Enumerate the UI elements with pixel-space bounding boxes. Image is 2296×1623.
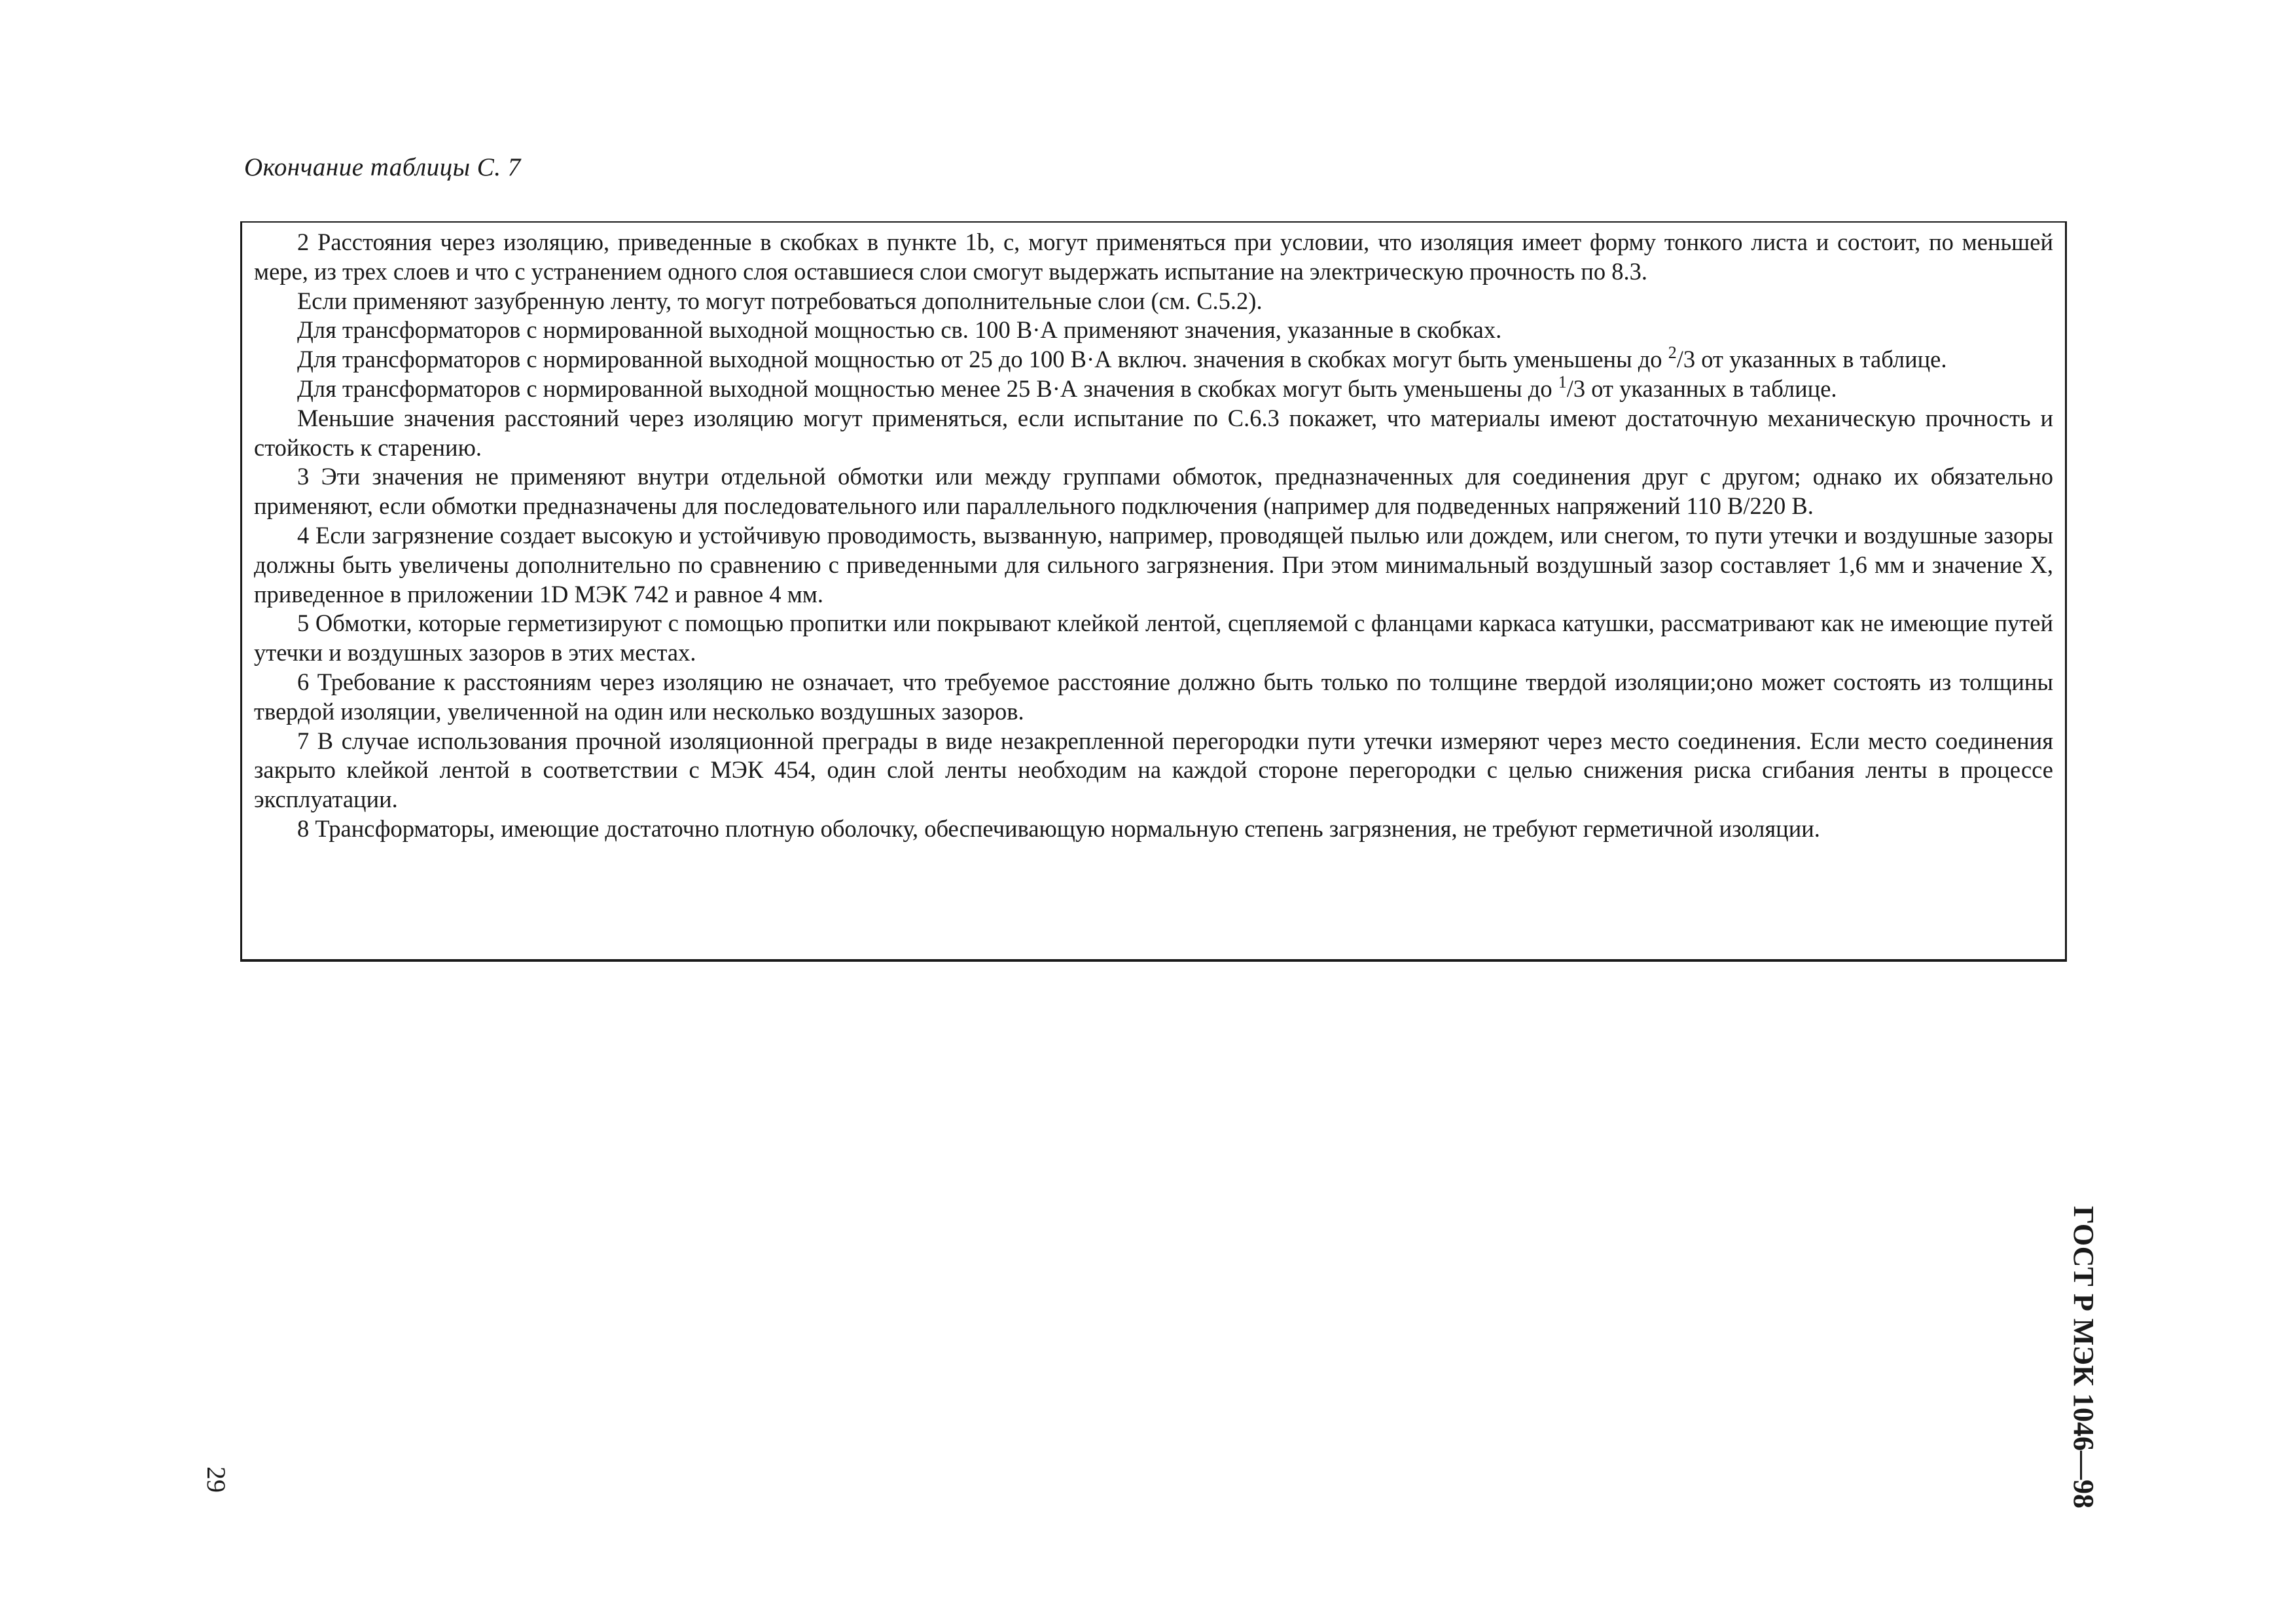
running-head-standard-designation: ГОСТ Р МЭК 1046—98 <box>2068 1206 2100 1508</box>
note-2-paragraph-2: Если применяют зазубренную ленту, то могут потребоваться дополнительные слои (см. С.5.2). <box>297 287 1263 314</box>
fraction-denominator: /3 <box>1566 374 1586 402</box>
table-continuation-caption: Окончание таблицы С. 7 <box>244 153 521 181</box>
note-5: 5 Обмотки, которые герметизируют с помощью пропитки или покрывают клейкой лентой, сцепляемой с фланцами каркаса катушки, рассматривают как не имеющие путей утечки и воздушных зазоров в этих местах. <box>254 610 2053 666</box>
note-2-paragraph-1: 2 Расстояния через изоляцию, приведенные в скобках в пункте 1b, с, могут применяться при условии, что изоляция имеет форму тонкого листа и состоит, по меньшей мере, из трех слоев и что с устранением одного слоя оставшиеся слои смогут выдержать испытание на электрическую прочность по 8.3. <box>254 228 2053 285</box>
table-notes-box <box>240 221 2067 962</box>
note-2-paragraph-4 <box>254 345 2053 374</box>
fraction-numerator: 1 <box>1558 372 1567 392</box>
note-7: 7 В случае использования прочной изоляционной преграды в виде незакрепленной перегородки пути утечки измеряют через место соединения. Если место соединения закрыто клейкой лентой в соответствии с МЭК 454, один слой ленты необходим на каждой стороне перегородки с целью снижения риска сгибания ленты в процессе эксплуатации. <box>254 727 2053 813</box>
page-number: 29 <box>202 1467 231 1493</box>
note-8: 8 Трансформаторы, имеющие достаточно плотную оболочку, обеспечивающую нормальную степень загрязнения, не требуют герметичной изоляции. <box>297 814 1820 842</box>
note-2-paragraph-5-text-b: от указанных в таблице. <box>1585 374 1837 402</box>
note-2-paragraph-4-text-a: Для трансформаторов с нормированной выходной мощностью от 25 до 100 В·А включ. значения в скобках могут быть уменьшены до <box>297 346 1668 373</box>
note-2-paragraph-3: Для трансформаторов с нормированной выходной мощностью св. 100 В·А применяют значения, указанные в скобках. <box>297 316 1502 344</box>
note-4: 4 Если загрязнение создает высокую и устойчивую проводимость, вызванную, например, проводящей пылью или дождем, или снегом, то пути утечки и воздушные зазоры должны быть увеличены дополнительно по сравнению с приведенными для сильного загрязнения. При этом минимальный воздушный зазор составляет 1,6 мм и значение X, приведенное в приложении 1D МЭК 742 и равное 4 мм. <box>254 521 2053 608</box>
note-6: 6 Требование к расстояниям через изоляцию не означает, что требуемое расстояние должно быть только по толщине твердой изоляции;оно может состоять из толщины твердой изоляции, увеличенной на один или несколько воздушных зазоров. <box>254 668 2053 725</box>
note-3: 3 Эти значения не применяют внутри отдельной обмотки или между группами обмоток, предназначенных для соединения друг с другом; однако их обязательно применяют, если обмотки предназначены для последовательного или параллельного подключения (например для подведенных напряжений 110 В/220 В. <box>254 463 2053 520</box>
note-2-paragraph-5 <box>254 374 2053 404</box>
note-2-paragraph-4-text-b: от указанных в таблице. <box>1695 346 1947 373</box>
fraction-denominator: /3 <box>1676 346 1696 373</box>
note-2-paragraph-5-text-a: Для трансформаторов с нормированной выходной мощностью менее 25 В·А значения в скобках могут быть уменьшены до <box>297 374 1558 402</box>
note-2-paragraph-6: Меньшие значения расстояний через изоляцию могут применяться, если испытание по С.6.3 покажет, что материалы имеют достаточную механическую прочность и стойкость к старению. <box>254 404 2053 461</box>
fraction-numerator: 2 <box>1668 343 1677 363</box>
